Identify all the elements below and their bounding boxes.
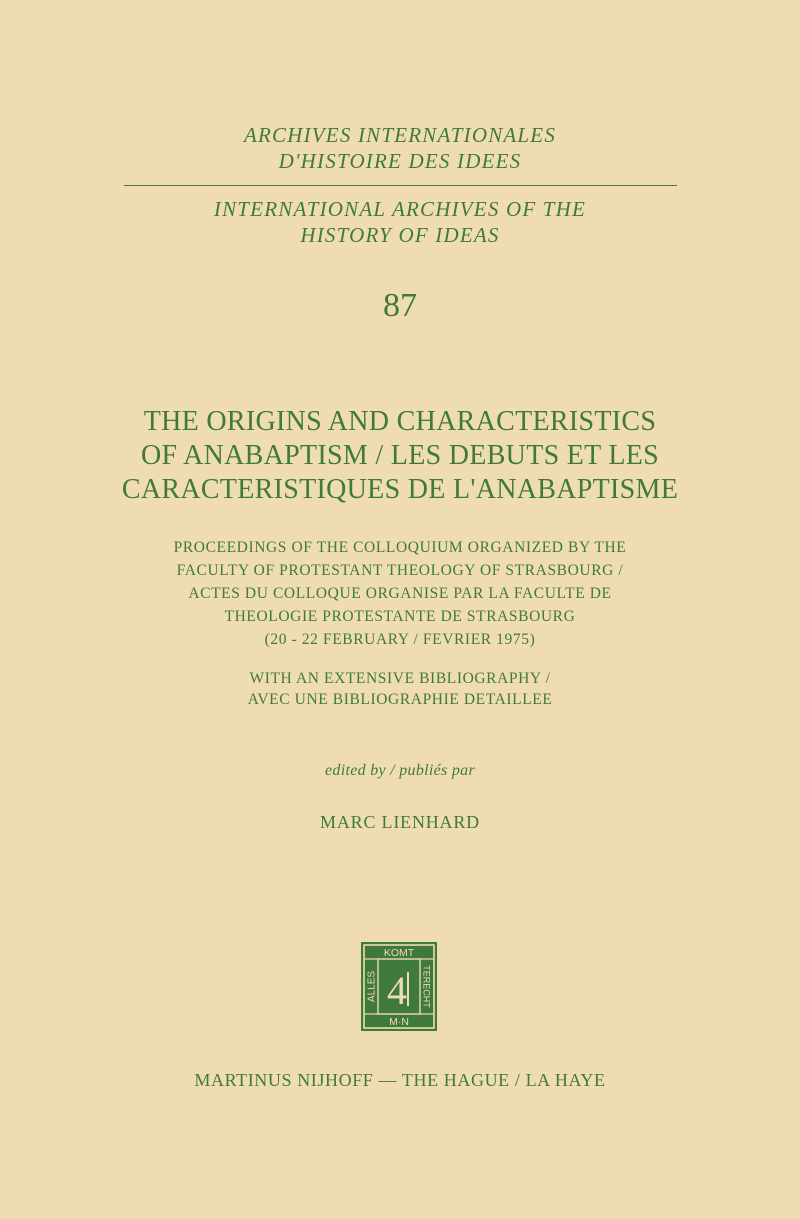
edited-by-label: edited by / publiés par bbox=[325, 762, 475, 779]
subtitle-line-1: PROCEEDINGS OF THE COLLOQUIUM ORGANIZED BY THE bbox=[173, 539, 627, 556]
series-en-line-2: HISTORY OF IDEAS bbox=[300, 223, 500, 247]
book-title bbox=[0, 405, 800, 507]
subtitle-line-5: (20 - 22 FEBRUARY / FEVRIER 1975) bbox=[264, 631, 536, 648]
series-fr-line-2: D'HISTOIRE DES IDEES bbox=[278, 149, 522, 173]
series-title-english bbox=[0, 196, 800, 248]
bibliography-note bbox=[0, 668, 800, 710]
subtitle-line-2: FACULTY OF PROTESTANT THEOLOGY OF STRASBOURG / bbox=[176, 562, 624, 579]
biblio-line-2: AVEC UNE BIBLIOGRAPHIE DETAILLEE bbox=[247, 691, 553, 708]
publisher-logo-mark bbox=[361, 942, 437, 1031]
logo-text-right: TERECHT bbox=[421, 965, 432, 1008]
logo-text-left: ALLES bbox=[366, 970, 378, 1003]
editor-name: MARC LIENHARD bbox=[320, 812, 480, 832]
title-line-1: THE ORIGINS AND CHARACTERISTICS bbox=[143, 406, 657, 437]
logo-text-top: KOMT bbox=[383, 947, 415, 959]
publisher-imprint: MARTINUS NIJHOFF — THE HAGUE / LA HAYE bbox=[194, 1070, 606, 1090]
logo-text-bottom: M·N bbox=[389, 1016, 409, 1028]
subtitle-line-4: THEOLOGIE PROTESTANTE DE STRASBOURG bbox=[224, 608, 576, 625]
title-line-3: CARACTERISTIQUES DE L'ANABAPTISME bbox=[121, 474, 679, 505]
title-line-2: OF ANABAPTISM / LES DEBUTS ET LES bbox=[140, 440, 660, 471]
logo-numeral: 4 bbox=[387, 968, 407, 1013]
book-subtitle bbox=[0, 536, 800, 651]
publisher-logo bbox=[361, 942, 437, 1031]
series-title-french bbox=[0, 122, 800, 174]
series-divider bbox=[124, 185, 677, 186]
subtitle-line-3: ACTES DU COLLOQUE ORGANISE PAR LA FACULTE DE bbox=[188, 585, 612, 602]
biblio-line-1: WITH AN EXTENSIVE BIBLIOGRAPHY / bbox=[249, 670, 551, 687]
volume-number: 87 bbox=[383, 287, 417, 324]
series-en-line-1: INTERNATIONAL ARCHIVES OF THE bbox=[213, 197, 587, 221]
series-fr-line-1: ARCHIVES INTERNATIONALES bbox=[243, 123, 557, 147]
